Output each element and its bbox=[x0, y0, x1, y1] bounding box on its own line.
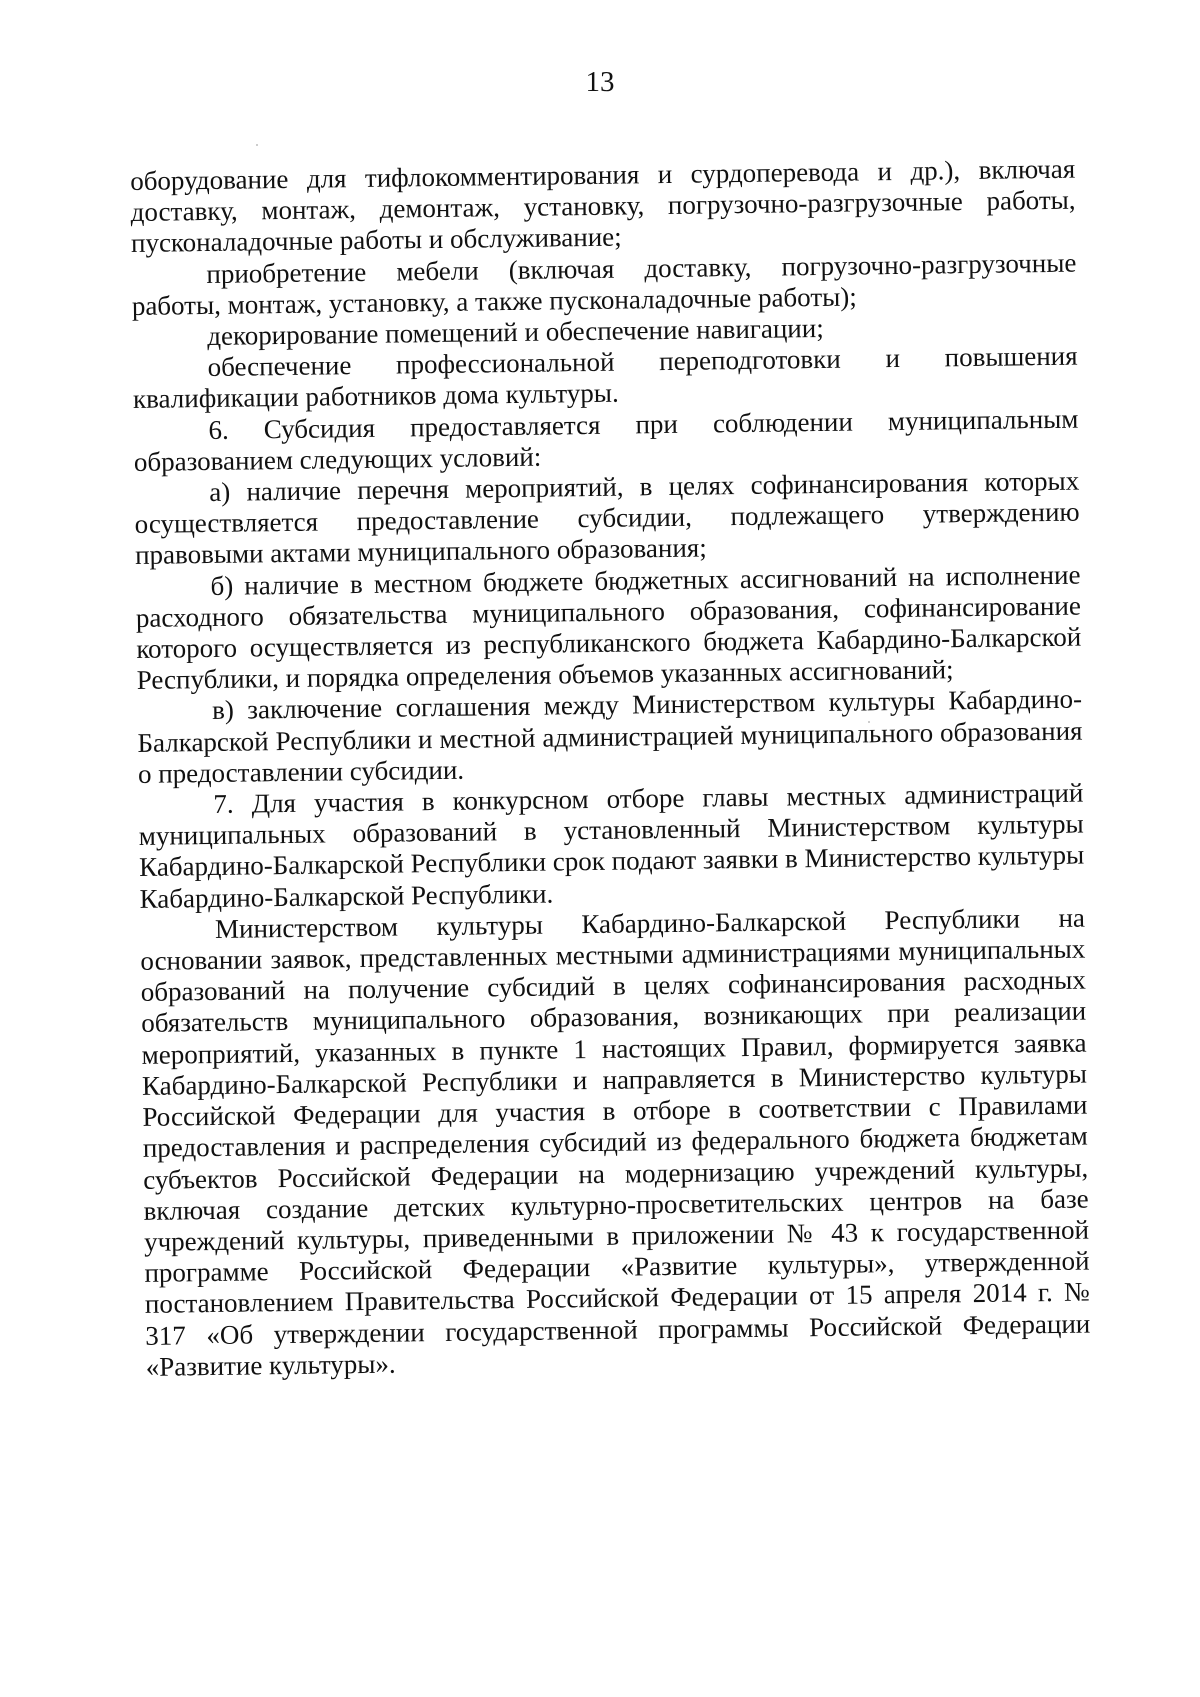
paragraph-equipment-continued: оборудование для тифлокомментирования и сурдоперевода и др.), включая доставку, монтаж, демонтаж, установку, погрузочно-разгрузочные работы, пусконаладочные работы и обслуживание; bbox=[130, 153, 1076, 259]
paragraph-section-6: 6. Субсидия предоставляется при соблюдении муниципальным образованием следующих условий: bbox=[133, 403, 1079, 477]
paragraph-condition-c: в) заключение соглашения между Министерством культуры Кабардино-Балкарской Республики и местной администрацией муниципального образования о предоставлении субсидии. bbox=[137, 684, 1083, 789]
paragraph-ministry-application: Министерством культуры Кабардино-Балкарской Республики на основании заявок, представленных местными администрациями муниципальных образований на получение субсидий в целях софинансирования расходных обязательств муниципального образования, возникающих при реализации мероприятий, указанных в пункте 1 настоящих Правил, формируется заявка Кабардино-Балкарской Республики и направляется в Министерство культуры Российской Федерации для участия в отборе в соответствии с Правилами предоставления и распределения субсидий из федерального бюджета бюджетам субъектов Российской Федерации на модернизацию учреждений культуры, включая создание детских культурно-просветительских центров на базе учреждений культуры, приведенными в приложении № 43 к государственной программе Российской Федерации «Развитие культуры», утвержденной постановлением Правительства Российской Федерации от 15 апреля 2014 г. № 317 «Об утверждении государственной программы Российской Федерации «Развитие культуры». bbox=[140, 902, 1091, 1382]
scan-speck bbox=[256, 144, 258, 146]
paragraph-decoration-navigation: декорирование помещений и обеспечение навигации; bbox=[207, 312, 824, 352]
paragraph-condition-b: б) наличие в местном бюджете бюджетных ассигнований на исполнение расходного обязательства муниципального образования, софинансирование которого осуществляется из республиканского бюджета Кабардино-Балкарской Республики, и порядка определения объемов указанных ассигнований; bbox=[135, 559, 1082, 696]
page-number: 13 bbox=[585, 66, 615, 98]
paragraph-section-7: 7. Для участия в конкурсном отборе главы местных администраций муниципальных образований в установленный Министерством культуры Кабардино-Балкарской Республики срок подают заявки в Министерство культуры Кабардино-Балкарской Республики. bbox=[138, 777, 1085, 914]
document-body bbox=[130, 154, 1091, 1383]
paragraph-furniture-purchase: приобретение мебели (включая доставку, погрузочно-разгрузочные работы, монтаж, установку, а также пусконаладочные работы); bbox=[131, 247, 1077, 321]
paragraph-staff-training: обеспечение профессиональной переподготовки и повышения квалификации работников дома культуры. bbox=[132, 340, 1078, 415]
paragraph-condition-a: а) наличие перечня мероприятий, в целях софинансирования которых осуществляется предоставление субсидии, подлежащего утверждению правовыми актами муниципального образования; bbox=[134, 465, 1080, 571]
